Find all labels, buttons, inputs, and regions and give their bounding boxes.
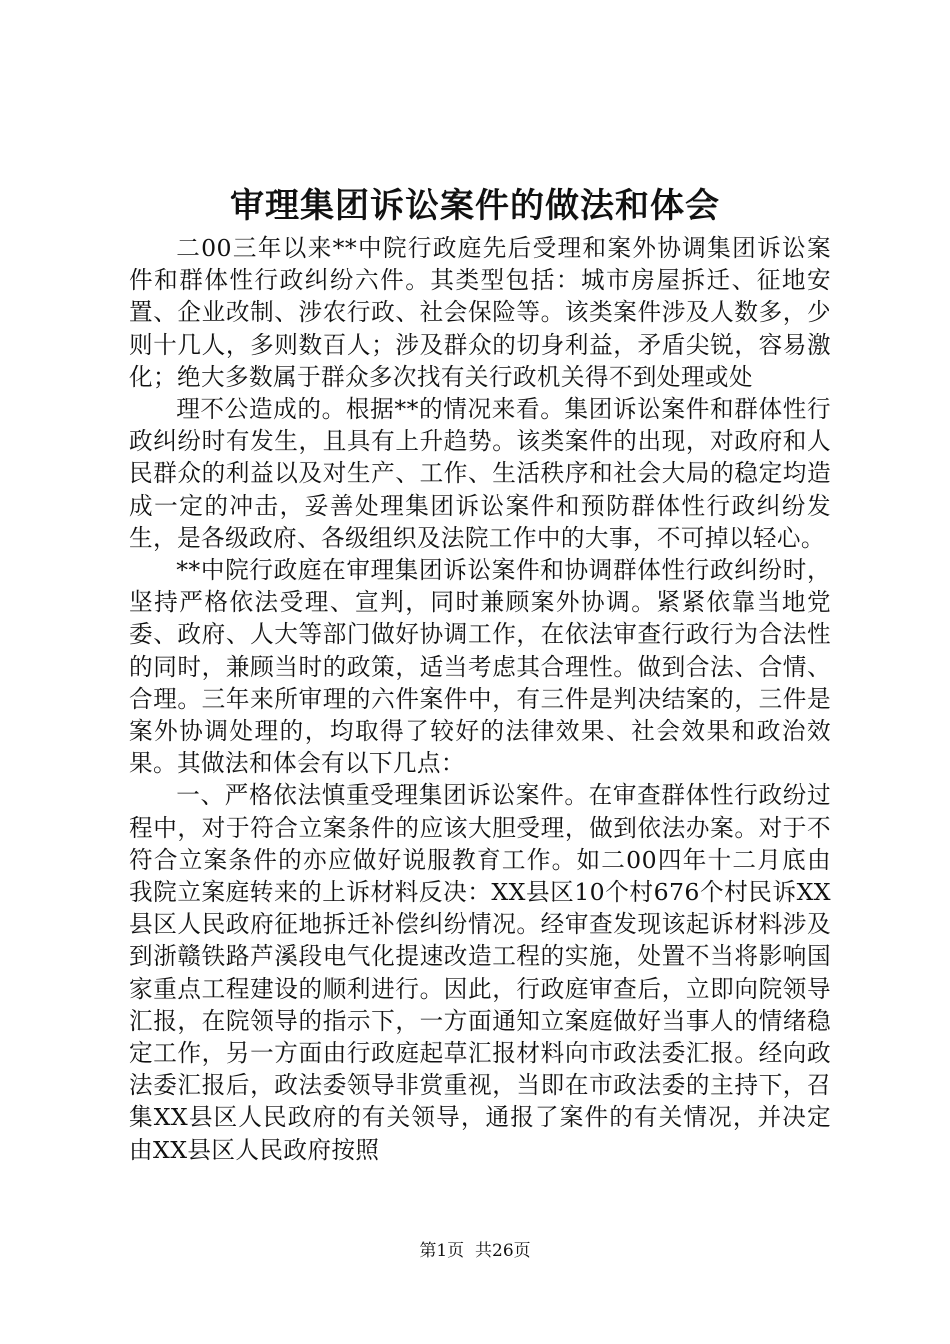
paragraph-3: **中院行政庭在审理集团诉讼案件和协调群体性行政纠纷时，坚持严格依法受理、宣判，同时兼顾案外协调。紧紧依靠当地党委、政府、人大等部门做好协调工作，在依法审查行政行为合法性的同时，兼顾当时的政策，适当考虑其合理性。做到合法、合情、合理。三年来所审理的六件案件中，有三件是判决结案的，三件是案外协调处理的，均取得了较好的法律效果、社会效果和政治效果。其做法和体会有以下几点： xyxy=(129,556,831,778)
paragraph-1: 二00三年以来**中院行政庭先后受理和案外协调集团诉讼案件和群体性行政纠纷六件。其类型包括：城市房屋拆迁、征地安置、企业改制、涉农行政、社会保险等。该类案件涉及人数多，少则十几人，多则数百人；涉及群众的切身利益，矛盾尖锐，容易激化；绝大多数属于群众多次找有关行政机关得不到处理或处 xyxy=(129,234,831,391)
paragraph-4: 一、严格依法慎重受理集团诉讼案件。在审查群体性行政纷过程中，对于符合立案条件的应该大胆受理，做到依法办案。对于不符合立案条件的亦应做好说服教育工作。如二00四年十二月底由我院立案庭转来的上诉材料反决：XX县区10个村676个村民诉XX县区人民政府征地拆迁补偿纠纷情况。经审查发现该起诉材料涉及到浙赣铁路芦溪段电气化提速改造工程的实施，处置不当将影响国家重点工程建设的顺利进行。因此，行政庭审查后，立即向院领导汇报，在院领导的指示下，一方面通知立案庭做好当事人的情绪稳定工作，另一方面由行政庭起草汇报材料向市政法委汇报。经向政法委汇报后，政法委领导非赏重视，当即在市政法委的主持下，召集XX县区人民政府的有关领导，通报了案件的有关情况，并决定由XX县区人民政府按照 xyxy=(129,781,831,1164)
page-footer xyxy=(0,1240,950,1262)
document-title: 审理集团诉讼案件的做法和体会 xyxy=(230,186,720,226)
document-body xyxy=(129,232,831,1166)
page-total: 共26页 xyxy=(475,1241,531,1261)
paragraph-2: 理不公造成的。根据**的情况来看。集团诉讼案件和群体性行政纠纷时有发生，且具有上升趋势。该类案件的出现，对政府和人民群众的利益以及对生产、工作、生活秩序和社会大局的稳定均造成一定的冲击，妥善处理集团诉讼案件和预防群体性行政纠纷发生，是各级政府、各级组织及法院工作中的大事，不可掉以轻心。 xyxy=(129,395,831,552)
page-number: 第1页 xyxy=(419,1241,465,1261)
